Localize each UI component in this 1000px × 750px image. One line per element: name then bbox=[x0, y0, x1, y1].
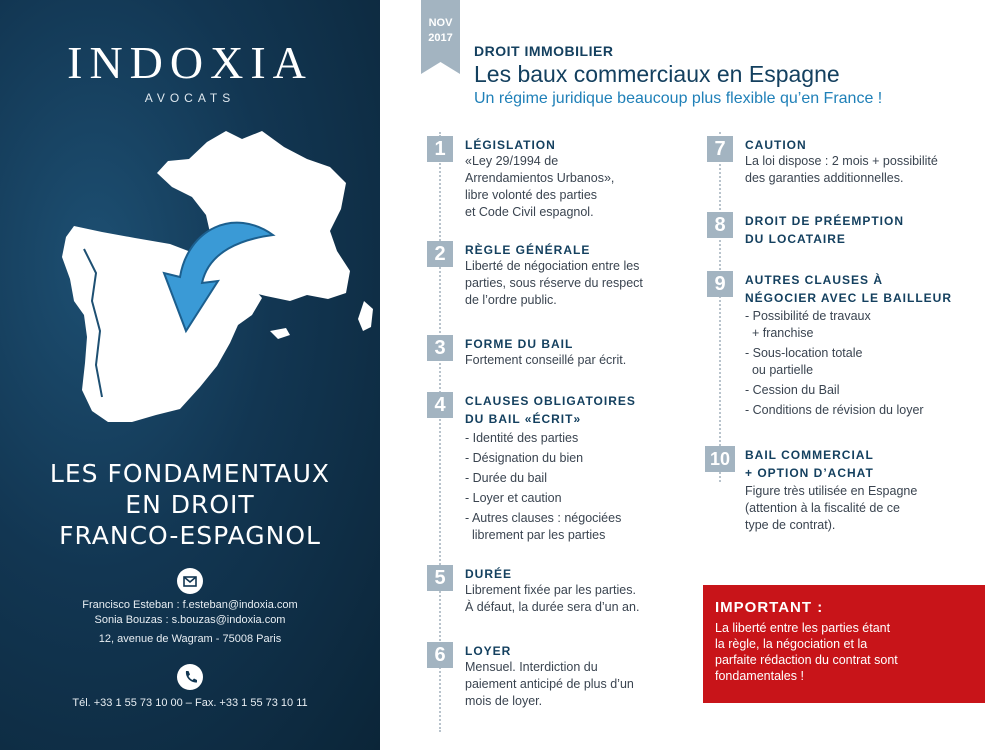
item-title: RÈGLE GÉNÉRALE bbox=[465, 243, 591, 257]
left-title: LES FONDAMENTAUX EN DROIT FRANCO-ESPAGNOL bbox=[49, 459, 331, 550]
item-body: Fortement conseillé par écrit. bbox=[465, 353, 627, 367]
list-item: - Durée du bail bbox=[465, 471, 547, 485]
important-title: IMPORTANT : bbox=[715, 599, 824, 616]
item-title: CLAUSES OBLIGATOIRES DU BAIL «ÉCRIT» bbox=[465, 394, 636, 426]
corsica-shape bbox=[358, 301, 373, 331]
item-title: DROIT DE PRÉEMPTION DU LOCATAIRE bbox=[745, 214, 905, 246]
list-item: - Sous-location totale bbox=[745, 346, 863, 360]
contact-address: 12, avenue de Wagram - 75008 Paris bbox=[98, 633, 282, 645]
list-item: librement par les parties bbox=[465, 528, 606, 542]
list-item: - Autres clauses : négociées bbox=[465, 511, 622, 525]
list-item: - Loyer et caution bbox=[465, 491, 562, 505]
item-number: 8 bbox=[707, 212, 733, 238]
item-number: 10 bbox=[705, 446, 735, 472]
item-body: «Ley 29/1994 de Arrendamientos Urbanos», libre volonté des parties et Code Civil espagnol. bbox=[465, 154, 615, 219]
item-number: 1 bbox=[427, 136, 453, 162]
list-item: ou partielle bbox=[745, 363, 814, 377]
list-item: - Identité des parties bbox=[465, 431, 579, 445]
item-number: 6 bbox=[427, 642, 453, 668]
phone-icon bbox=[177, 664, 203, 690]
timeline-right bbox=[719, 132, 721, 482]
mail-icon bbox=[177, 568, 203, 594]
item-list bbox=[465, 430, 621, 547]
page-title: Les baux commerciaux en Espagne bbox=[474, 61, 840, 87]
list-item: - Cession du Bail bbox=[745, 383, 840, 397]
important-callout bbox=[703, 585, 985, 703]
list-item: + franchise bbox=[745, 326, 814, 340]
item-body: Mensuel. Interdiction du paiement anticipé de plus d’un mois de loyer. bbox=[465, 660, 634, 708]
page-subtitle: Un régime juridique beaucoup plus flexible qu’en France ! bbox=[474, 90, 883, 107]
list-item: - Conditions de révision du loyer bbox=[745, 403, 924, 417]
item-title: AUTRES CLAUSES À NÉGOCIER AVEC LE BAILLEUR bbox=[745, 273, 953, 305]
brand-logo: INDOXIA bbox=[67, 37, 313, 88]
item-title: FORME DU BAIL bbox=[465, 337, 574, 351]
item-body: Librement fixée par les parties. À défaut, la durée sera d’un an. bbox=[465, 583, 640, 614]
item-body: La loi dispose : 2 mois + possibilité des garanties additionnelles. bbox=[745, 154, 938, 185]
left-panel bbox=[0, 0, 380, 750]
item-title: LOYER bbox=[465, 644, 512, 658]
item-title: DURÉE bbox=[465, 567, 513, 581]
contact-email-esteban[interactable]: Francisco Esteban : f.esteban@indoxia.com bbox=[82, 599, 298, 611]
brand-tagline: AVOCATS bbox=[144, 91, 236, 105]
list-item: - Désignation du bien bbox=[465, 451, 584, 465]
contact-phone-fax: Tél. +33 1 55 73 10 00 – Fax. +33 1 55 73 10 11 bbox=[72, 697, 308, 709]
important-text: La liberté entre les parties étant la règle, la négociation et la parfaite rédaction du contrat sont fondamentales ! bbox=[715, 621, 898, 683]
list-item: - Possibilité de travaux bbox=[745, 309, 871, 323]
france-spain-map-illustration bbox=[0, 125, 380, 455]
item-number: 5 bbox=[427, 565, 453, 591]
contact-email-bouzas[interactable]: Sonia Bouzas : s.bouzas@indoxia.com bbox=[94, 614, 286, 626]
right-panel bbox=[380, 0, 1000, 750]
item-body: Liberté de négociation entre les parties, sous réserve du respect de l’ordre public. bbox=[465, 259, 643, 307]
item-number: 9 bbox=[707, 271, 733, 297]
item-title: CAUTION bbox=[745, 138, 807, 152]
item-number: 7 bbox=[707, 136, 733, 162]
item-number: 2 bbox=[427, 241, 453, 267]
item-list bbox=[745, 308, 924, 422]
item-body: Figure très utilisée en Espagne (attention à la fiscalité de ce type de contrat). bbox=[745, 484, 918, 532]
item-title: BAIL COMMERCIAL + OPTION D’ACHAT bbox=[745, 448, 874, 480]
section-tag: DROIT IMMOBILIER bbox=[474, 43, 614, 59]
date-badge: NOV 2017 bbox=[428, 17, 453, 44]
item-title: LÉGISLATION bbox=[465, 138, 556, 152]
item-number: 3 bbox=[427, 335, 453, 361]
item-number: 4 bbox=[427, 392, 453, 418]
